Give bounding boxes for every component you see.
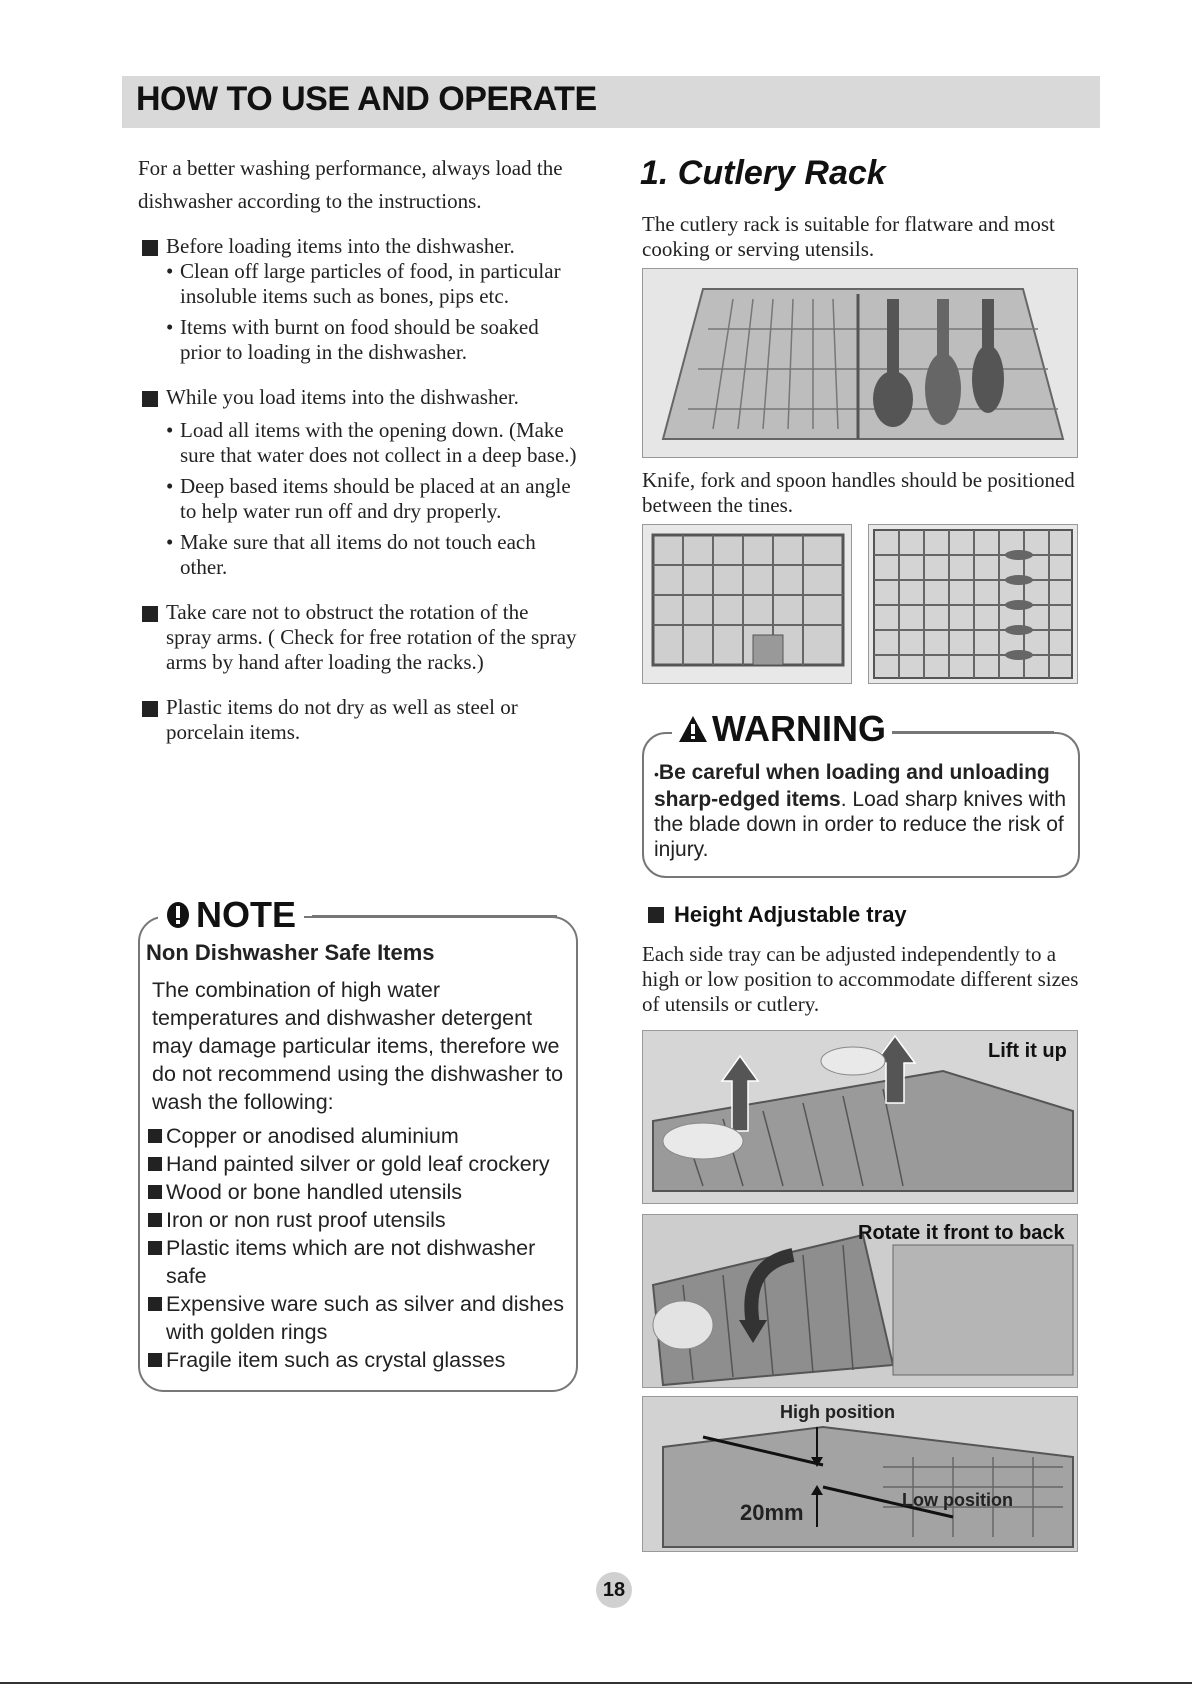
bottom-rule <box>0 1682 1192 1684</box>
page-title: HOW TO USE AND OPERATE <box>136 80 597 118</box>
handles-description: Knife, fork and spoon handles should be positioned between the tines. <box>642 468 1075 517</box>
square-bullet-icon <box>142 240 158 256</box>
warning-divider <box>884 731 1054 733</box>
note-list <box>146 1122 576 1374</box>
square-bullet-icon <box>148 1353 162 1367</box>
note-paragraph: The combination of high water temperatures and dishwasher detergent may damage particular items, therefore we do not recommend using the dishwasher to wash the following: <box>152 978 564 1114</box>
warning-heading: WARNING <box>672 708 892 750</box>
square-bullet-icon <box>142 391 158 407</box>
intro-text: For a better washing performance, always load the dishwasher according to the instructions. <box>138 156 563 213</box>
list-item: Wood or bone handled utensils <box>146 1178 576 1206</box>
list-item: Plastic items which are not dishwasher safe <box>146 1234 576 1290</box>
note-divider <box>312 915 557 917</box>
rack-illustration <box>643 269 1077 457</box>
tines-cutlery-illustration <box>869 525 1077 683</box>
square-bullet-icon <box>142 701 158 717</box>
list-item: Hand painted silver or gold leaf crockery <box>146 1150 576 1178</box>
square-bullet-icon <box>148 1213 162 1227</box>
square-bullet-icon <box>148 1297 162 1311</box>
warning-triangle-icon <box>678 715 708 743</box>
note-heading: NOTE <box>158 894 304 936</box>
note-subtitle: Non Dishwasher Safe Items <box>146 940 435 965</box>
list-item: • Make sure that all items do not touch each other. <box>166 530 536 579</box>
section-plastic-items: Plastic items do not dry as well as steel or porcelain items. <box>138 695 578 745</box>
rack-description: The cutlery rack is suitable for flatware and most cooking or serving utensils. <box>642 212 1055 261</box>
tines-illustration <box>643 525 851 683</box>
list-item: • Clean off large particles of food, in particular insoluble items such as bones, pips etc. <box>166 259 561 308</box>
list-item: • Deep based items should be placed at an angle to help water run off and dry properly. <box>166 474 571 523</box>
list-item: Iron or non rust proof utensils <box>146 1206 576 1234</box>
measure-label: 20mm <box>740 1500 804 1525</box>
exclamation-icon <box>166 901 190 929</box>
tray-description: Each side tray can be adjusted independently to a high or low position to accommodate different sizes of utensils or cutlery. <box>642 942 1079 1016</box>
lift-label: Lift it up <box>988 1040 1067 1062</box>
list-item: • Load all items with the opening down. (Make sure that water does not collect in a deep base.) <box>166 418 577 467</box>
tines-photo-left <box>642 524 852 684</box>
list-item: Fragile item such as crystal glasses <box>146 1346 576 1374</box>
low-position-label: Low position <box>902 1490 1013 1510</box>
list-item: Expensive ware such as silver and dishes with golden rings <box>146 1290 576 1346</box>
square-bullet-icon <box>148 1129 162 1143</box>
tray-title: Height Adjustable tray <box>648 902 907 928</box>
rotate-label: Rotate it front to back <box>858 1222 1065 1244</box>
section-before-loading: Before loading items into the dishwasher. <box>138 234 578 259</box>
square-bullet-icon <box>142 606 158 622</box>
square-bullet-icon <box>148 1185 162 1199</box>
list-item: • Items with burnt on food should be soaked prior to loading in the dishwasher. <box>166 315 539 364</box>
section-spray-arms: Take care not to obstruct the rotation of the spray arms. ( Check for free rotation of the spray arms by hand after loading the racks.) <box>138 600 578 675</box>
warning-text: •Be careful when loading and unloading sharp-edged items. Load sharp knives with the blade down in order to reduce the risk of injury. <box>654 761 1067 861</box>
loading-instructions <box>138 234 578 745</box>
high-position-label: High position <box>780 1402 895 1422</box>
list-item: Copper or anodised aluminium <box>146 1122 576 1150</box>
square-bullet-icon <box>148 1157 162 1171</box>
square-bullet-icon <box>648 907 664 923</box>
cutlery-rack-title: 1. Cutlery Rack <box>640 154 886 192</box>
square-bullet-icon <box>148 1241 162 1255</box>
cutlery-rack-photo <box>642 268 1078 458</box>
section-while-loading: While you load items into the dishwasher. <box>138 385 578 410</box>
tines-photo-right <box>868 524 1078 684</box>
page-number: 18 <box>596 1572 632 1608</box>
